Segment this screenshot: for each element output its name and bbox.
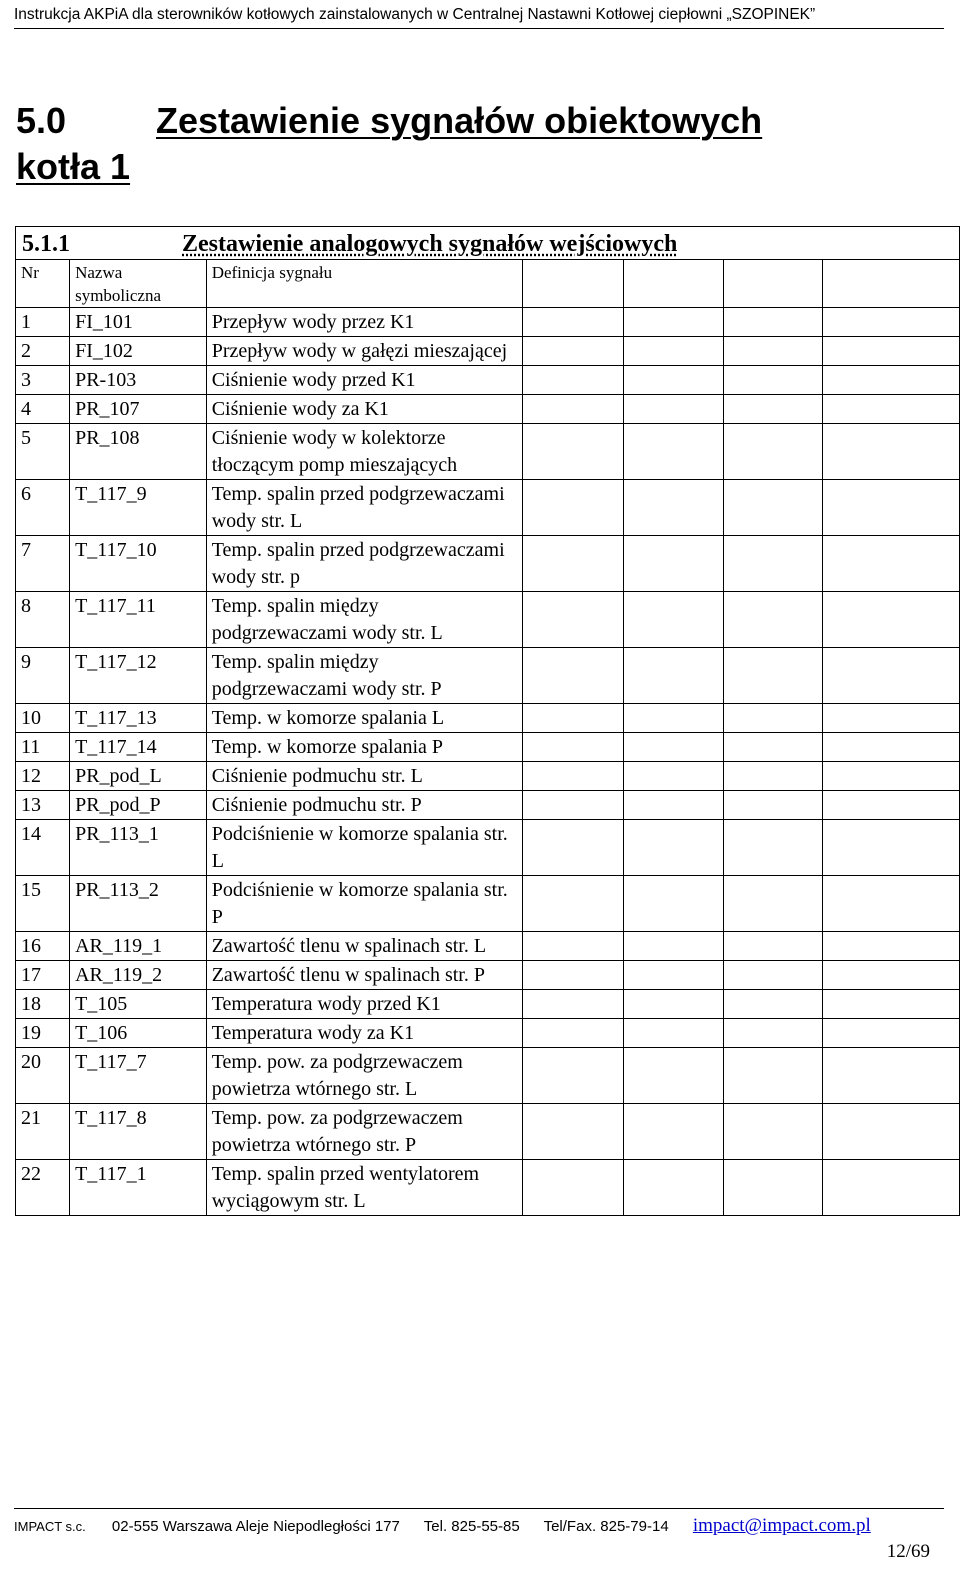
empty-cell <box>723 762 823 791</box>
empty-cell <box>624 876 724 932</box>
section-title <box>16 98 916 190</box>
table-row <box>16 791 960 820</box>
signal-symbolic-name: T_117_13 <box>70 704 207 733</box>
empty-cell <box>723 308 823 337</box>
table-row <box>16 424 960 480</box>
empty-cell <box>624 1048 724 1104</box>
signal-definition: Przepływ wody przez K1 <box>206 308 522 337</box>
empty-cell <box>624 932 724 961</box>
section-number: 5.0 <box>16 100 67 141</box>
table-row <box>16 876 960 932</box>
signal-number: 21 <box>16 1104 70 1160</box>
table-row <box>16 592 960 648</box>
empty-cell <box>823 424 960 480</box>
signal-number: 8 <box>16 592 70 648</box>
empty-cell <box>523 648 624 704</box>
signal-definition: Temp. pow. za podgrzewaczem powietrza wtórnego str. L <box>206 1048 522 1104</box>
signal-definition: Temp. spalin przed podgrzewaczami wody str. L <box>206 480 522 536</box>
signal-number: 5 <box>16 424 70 480</box>
signal-definition: Temp. spalin między podgrzewaczami wody str. L <box>206 592 522 648</box>
empty-cell <box>823 648 960 704</box>
signal-definition: Ciśnienie podmuchu str. P <box>206 791 522 820</box>
signal-definition: Ciśnienie podmuchu str. L <box>206 762 522 791</box>
empty-cell <box>723 932 823 961</box>
empty-cell <box>523 536 624 592</box>
empty-cell <box>823 820 960 876</box>
signal-number: 18 <box>16 990 70 1019</box>
subsection-title-text: Zestawienie analogowych sygnałów wejściowych <box>182 231 678 257</box>
signal-number: 13 <box>16 791 70 820</box>
signal-definition: Temp. pow. za podgrzewaczem powietrza wtórnego str. P <box>206 1104 522 1160</box>
table-row <box>16 1019 960 1048</box>
empty-cell <box>523 961 624 990</box>
empty-cell <box>523 820 624 876</box>
table-header-row <box>16 260 960 308</box>
empty-cell <box>523 1104 624 1160</box>
table-row <box>16 1160 960 1216</box>
subsection-number: 5.1.1 <box>22 231 70 257</box>
header-nr: Nr <box>16 260 70 308</box>
empty-cell <box>624 648 724 704</box>
signal-definition: Ciśnienie wody przed K1 <box>206 366 522 395</box>
signal-symbolic-name: PR_107 <box>70 395 207 424</box>
empty-cell <box>624 480 724 536</box>
signal-symbolic-name: T_117_12 <box>70 648 207 704</box>
table-row <box>16 536 960 592</box>
empty-cell <box>823 395 960 424</box>
table-row <box>16 337 960 366</box>
empty-cell <box>723 1104 823 1160</box>
empty-cell <box>723 990 823 1019</box>
empty-cell <box>523 932 624 961</box>
table-body <box>16 308 960 1216</box>
table-row <box>16 308 960 337</box>
signal-definition: Podciśnienie w komorze spalania str. L <box>206 820 522 876</box>
empty-cell <box>523 480 624 536</box>
signal-number: 2 <box>16 337 70 366</box>
signal-symbolic-name: T_117_10 <box>70 536 207 592</box>
table-row <box>16 990 960 1019</box>
empty-cell <box>624 762 724 791</box>
empty-cell <box>723 1048 823 1104</box>
empty-cell <box>624 424 724 480</box>
signal-symbolic-name: T_117_7 <box>70 1048 207 1104</box>
empty-cell <box>624 704 724 733</box>
signal-number: 16 <box>16 932 70 961</box>
signal-definition: Ciśnienie wody za K1 <box>206 395 522 424</box>
empty-cell <box>823 480 960 536</box>
signal-symbolic-name: T_117_11 <box>70 592 207 648</box>
empty-cell <box>624 733 724 762</box>
signal-symbolic-name: T_117_1 <box>70 1160 207 1216</box>
signal-number: 17 <box>16 961 70 990</box>
signal-definition: Temperatura wody przed K1 <box>206 990 522 1019</box>
page-number: 12/69 <box>886 1541 930 1562</box>
empty-cell <box>523 337 624 366</box>
table-row <box>16 733 960 762</box>
signal-number: 11 <box>16 733 70 762</box>
empty-cell <box>523 704 624 733</box>
empty-cell <box>523 1160 624 1216</box>
empty-cell <box>723 480 823 536</box>
empty-cell <box>823 762 960 791</box>
empty-cell <box>723 876 823 932</box>
signal-symbolic-name: T_117_8 <box>70 1104 207 1160</box>
page-footer <box>14 1508 944 1563</box>
table-row <box>16 932 960 961</box>
empty-cell <box>624 592 724 648</box>
table-row <box>16 820 960 876</box>
signal-symbolic-name: T_117_9 <box>70 480 207 536</box>
empty-cell <box>523 762 624 791</box>
empty-cell <box>823 536 960 592</box>
empty-cell <box>823 733 960 762</box>
signal-number: 7 <box>16 536 70 592</box>
empty-cell <box>723 366 823 395</box>
empty-cell <box>723 592 823 648</box>
empty-cell <box>523 366 624 395</box>
signal-symbolic-name: T_117_14 <box>70 733 207 762</box>
empty-cell <box>723 337 823 366</box>
table-row <box>16 366 960 395</box>
footer-address: 02-555 Warszawa Aleje Niepodległości 177 <box>111 1518 400 1535</box>
empty-cell <box>624 990 724 1019</box>
table-row <box>16 480 960 536</box>
empty-cell <box>723 424 823 480</box>
table-row <box>16 1104 960 1160</box>
header-empty-cell <box>823 260 960 308</box>
section-title-text-1: Zestawienie sygnałów obiektowych <box>156 100 763 141</box>
signal-definition: Podciśnienie w komorze spalania str. P <box>206 876 522 932</box>
empty-cell <box>624 308 724 337</box>
empty-cell <box>523 592 624 648</box>
empty-cell <box>823 337 960 366</box>
empty-cell <box>523 733 624 762</box>
signal-symbolic-name: T_105 <box>70 990 207 1019</box>
empty-cell <box>723 704 823 733</box>
empty-cell <box>823 1104 960 1160</box>
signal-definition: Temperatura wody za K1 <box>206 1019 522 1048</box>
signal-number: 6 <box>16 480 70 536</box>
header-empty-cell <box>523 260 624 308</box>
signal-number: 22 <box>16 1160 70 1216</box>
signal-symbolic-name: PR_113_1 <box>70 820 207 876</box>
signal-number: 9 <box>16 648 70 704</box>
empty-cell <box>624 337 724 366</box>
empty-cell <box>624 1160 724 1216</box>
signal-number: 1 <box>16 308 70 337</box>
signal-symbolic-name: PR_pod_L <box>70 762 207 791</box>
signal-definition: Temp. w komorze spalania P <box>206 733 522 762</box>
empty-cell <box>723 791 823 820</box>
empty-cell <box>723 648 823 704</box>
empty-cell <box>523 424 624 480</box>
header-definition: Definicja sygnału <box>206 260 522 308</box>
signal-definition: Temp. spalin przed wentylatorem wyciągowym str. L <box>206 1160 522 1216</box>
empty-cell <box>523 395 624 424</box>
empty-cell <box>624 961 724 990</box>
empty-cell <box>523 1048 624 1104</box>
empty-cell <box>523 876 624 932</box>
empty-cell <box>823 961 960 990</box>
empty-cell <box>823 704 960 733</box>
signal-symbolic-name: T_106 <box>70 1019 207 1048</box>
signal-symbolic-name: FI_101 <box>70 308 207 337</box>
signal-definition: Temp. w komorze spalania L <box>206 704 522 733</box>
empty-cell <box>723 961 823 990</box>
table-row <box>16 1048 960 1104</box>
signal-definition: Ciśnienie wody w kolektorze tłoczącym pomp mieszających <box>206 424 522 480</box>
signal-number: 15 <box>16 876 70 932</box>
signal-number: 10 <box>16 704 70 733</box>
signal-symbolic-name: PR_108 <box>70 424 207 480</box>
empty-cell <box>624 1104 724 1160</box>
signal-number: 3 <box>16 366 70 395</box>
table-row <box>16 704 960 733</box>
empty-cell <box>624 366 724 395</box>
header-name: Nazwa symboliczna <box>70 260 207 308</box>
empty-cell <box>624 791 724 820</box>
running-header: Instrukcja AKPiA dla sterowników kotłowych zainstalowanych w Centralnej Nastawni Kotłowej ciepłowni „SZOPINEK” <box>14 6 944 29</box>
signal-table <box>15 226 960 1216</box>
signal-number: 4 <box>16 395 70 424</box>
signal-number: 12 <box>16 762 70 791</box>
empty-cell <box>723 395 823 424</box>
signal-number: 14 <box>16 820 70 876</box>
signal-definition: Temp. spalin między podgrzewaczami wody str. P <box>206 648 522 704</box>
empty-cell <box>823 1160 960 1216</box>
empty-cell <box>823 592 960 648</box>
signal-symbolic-name: AR_119_1 <box>70 932 207 961</box>
signal-symbolic-name: PR-103 <box>70 366 207 395</box>
empty-cell <box>624 395 724 424</box>
signal-definition: Przepływ wody w gałęzi mieszającej <box>206 337 522 366</box>
empty-cell <box>823 1019 960 1048</box>
footer-tel: Tel. 825-55-85 <box>423 1518 520 1535</box>
empty-cell <box>823 932 960 961</box>
subsection-title <box>16 227 960 260</box>
empty-cell <box>823 308 960 337</box>
signal-symbolic-name: AR_119_2 <box>70 961 207 990</box>
footer-fax: Tel/Fax. 825-79-14 <box>543 1518 669 1535</box>
signal-definition: Zawartość tlenu w spalinach str. P <box>206 961 522 990</box>
signal-definition: Temp. spalin przed podgrzewaczami wody str. p <box>206 536 522 592</box>
empty-cell <box>723 1019 823 1048</box>
empty-cell <box>823 990 960 1019</box>
signal-symbolic-name: FI_102 <box>70 337 207 366</box>
empty-cell <box>823 1048 960 1104</box>
empty-cell <box>723 820 823 876</box>
empty-cell <box>523 990 624 1019</box>
empty-cell <box>523 308 624 337</box>
table-row <box>16 961 960 990</box>
empty-cell <box>823 876 960 932</box>
header-empty-cell <box>723 260 823 308</box>
table-row <box>16 648 960 704</box>
empty-cell <box>723 733 823 762</box>
signal-number: 19 <box>16 1019 70 1048</box>
table-row <box>16 395 960 424</box>
table-row <box>16 762 960 791</box>
empty-cell <box>624 1019 724 1048</box>
empty-cell <box>723 536 823 592</box>
footer-email-link[interactable]: impact@impact.com.pl <box>692 1515 871 1536</box>
empty-cell <box>823 366 960 395</box>
empty-cell <box>823 791 960 820</box>
signal-symbolic-name: PR_113_2 <box>70 876 207 932</box>
empty-cell <box>523 791 624 820</box>
empty-cell <box>624 536 724 592</box>
empty-cell <box>723 1160 823 1216</box>
signal-definition: Zawartość tlenu w spalinach str. L <box>206 932 522 961</box>
header-empty-cell <box>624 260 724 308</box>
section-title-text-2: kotła 1 <box>16 146 131 187</box>
signal-number: 20 <box>16 1048 70 1104</box>
signal-symbolic-name: PR_pod_P <box>70 791 207 820</box>
empty-cell <box>523 1019 624 1048</box>
footer-company: IMPACT s.c. <box>14 1519 86 1534</box>
empty-cell <box>624 820 724 876</box>
